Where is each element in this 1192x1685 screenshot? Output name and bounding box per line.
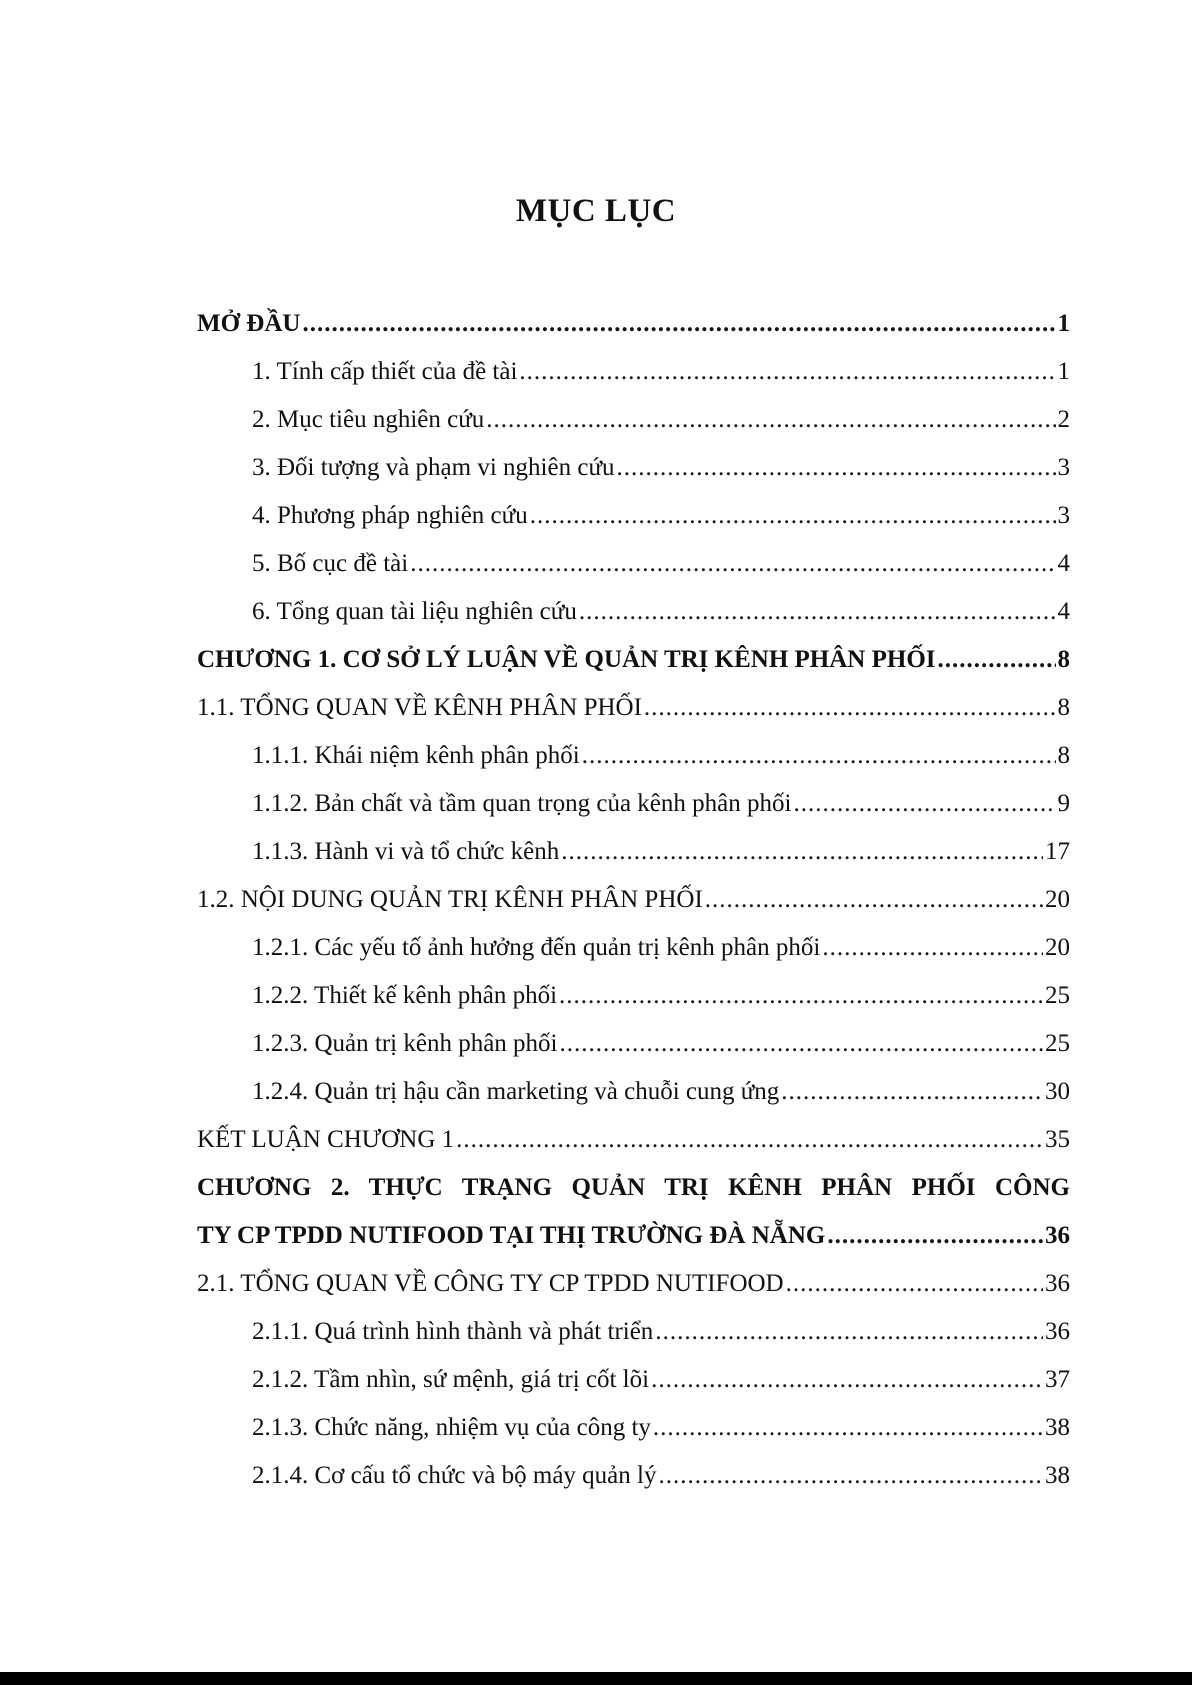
toc-entry-text: 1.2. NỘI DUNG QUẢN TRỊ KÊNH PHÂN PHỐI — [197, 886, 703, 913]
toc-entry-text: 4. Phương pháp nghiên cứu — [252, 502, 528, 529]
toc-page-number: 25 — [1045, 982, 1070, 1009]
toc-page-number: 37 — [1045, 1366, 1070, 1393]
toc-entry-text: 2. Mục tiêu nghiên cứu — [252, 406, 485, 433]
toc-entry[interactable] — [197, 1452, 1070, 1500]
toc-page-number: 4 — [1057, 550, 1070, 577]
toc-entry-chapter-1-conclusion[interactable] — [197, 1116, 1070, 1164]
toc-entry-text: 2.1.1. Quá trình hình thành và phát triển — [252, 1318, 654, 1345]
dot-leader — [530, 492, 1056, 540]
dot-leader — [786, 1260, 1043, 1308]
dot-leader — [302, 300, 1055, 348]
toc-entry[interactable] — [197, 1068, 1070, 1116]
toc-entry-text: 1.1. TỔNG QUAN VỀ KÊNH PHÂN PHỐI — [197, 694, 642, 721]
toc-page-number: 1 — [1057, 358, 1070, 385]
toc-page-number: 25 — [1045, 1030, 1070, 1057]
dot-leader — [653, 1404, 1043, 1452]
toc-page-number: 20 — [1045, 934, 1070, 961]
toc-entry[interactable] — [197, 1020, 1070, 1068]
toc-entry-section[interactable] — [197, 876, 1070, 924]
toc-entry-section[interactable] — [197, 684, 1070, 732]
toc-entry-chapter-1[interactable] — [197, 636, 1070, 684]
toc-entry-text: KẾT LUẬN CHƯƠNG 1 — [197, 1126, 455, 1153]
toc-entry-text: CHƯƠNG 1. CƠ SỞ LÝ LUẬN VỀ QUẢN TRỊ KÊNH PHÂN PHỐI — [197, 646, 936, 673]
dot-leader — [827, 1212, 1043, 1260]
toc-entry-text: 6. Tổng quan tài liệu nghiên cứu — [252, 598, 577, 625]
toc-page-number: 4 — [1057, 598, 1070, 625]
dot-leader — [781, 1068, 1043, 1116]
toc-page-number: 3 — [1057, 454, 1070, 481]
toc-page-number: 36 — [1045, 1318, 1070, 1345]
toc-entry[interactable] — [197, 588, 1070, 636]
toc-entry-text: 1.2.4. Quản trị hậu cần marketing và chuỗi cung ứng — [252, 1078, 780, 1105]
dot-leader — [793, 780, 1055, 828]
toc-page-number: 38 — [1045, 1414, 1070, 1441]
dot-leader — [456, 1116, 1043, 1164]
toc-entry-text: 3. Đối tượng và phạm vi nghiên cứu — [252, 454, 615, 481]
toc-page-number: 1 — [1057, 310, 1070, 337]
dot-leader — [559, 972, 1043, 1020]
toc-page-number: 2 — [1057, 406, 1070, 433]
dot-leader — [617, 444, 1056, 492]
dot-leader — [582, 732, 1056, 780]
toc-page-number: 8 — [1057, 646, 1070, 673]
toc-entry-text: 1.2.1. Các yếu tố ảnh hưởng đến quản trị kênh phân phối — [252, 934, 821, 961]
dot-leader — [705, 876, 1043, 924]
page-title: MỤC LỤC — [515, 193, 677, 229]
toc-entry[interactable] — [197, 540, 1070, 588]
toc-page-number: 36 — [1045, 1222, 1070, 1249]
toc-entry[interactable] — [197, 1404, 1070, 1452]
toc-page-number: 35 — [1045, 1126, 1070, 1153]
dot-leader — [486, 396, 1055, 444]
dot-leader — [519, 348, 1055, 396]
toc-entry-text: 2.1.3. Chức năng, nhiệm vụ của công ty — [252, 1414, 651, 1441]
toc-page-number: 9 — [1057, 790, 1070, 817]
toc-page-number: 36 — [1045, 1270, 1070, 1297]
toc-page-number: 17 — [1045, 838, 1070, 865]
toc-entry[interactable] — [197, 348, 1070, 396]
toc-entry-text: MỞ ĐẦU — [197, 310, 301, 337]
toc-entry[interactable] — [197, 1308, 1070, 1356]
page-bottom-edge — [0, 1672, 1192, 1685]
toc-entry-text: 1.2.2. Thiết kế kênh phân phối — [252, 982, 558, 1009]
toc-entry-text: 1.1.1. Khái niệm kênh phân phối — [252, 742, 580, 769]
toc-page-number: 20 — [1045, 886, 1070, 913]
toc-entry-chapter-2-line-1[interactable] — [197, 1164, 1070, 1212]
toc-page-number: 38 — [1045, 1462, 1070, 1489]
toc-entry[interactable] — [197, 444, 1070, 492]
dot-leader — [658, 1452, 1043, 1500]
dot-leader — [410, 540, 1055, 588]
dot-leader — [560, 1020, 1043, 1068]
toc-entry-text: 1.1.3. Hành vi và tổ chức kênh — [252, 838, 560, 865]
table-of-contents — [197, 300, 1070, 1500]
toc-entry-text: 1. Tính cấp thiết của đề tài — [252, 358, 518, 385]
toc-entry-section[interactable] — [197, 1260, 1070, 1308]
toc-page-number: 30 — [1045, 1078, 1070, 1105]
dot-leader — [651, 1356, 1043, 1404]
toc-entry-text: 1.2.3. Quản trị kênh phân phối — [252, 1030, 558, 1057]
toc-entry[interactable] — [197, 828, 1070, 876]
toc-entry-text: 5. Bố cục đề tài — [252, 550, 409, 577]
toc-entry-text: CHƯƠNG 2. THỰC TRẠNG QUẢN TRỊ KÊNH PHÂN PHỐI CÔNG — [197, 1174, 1070, 1201]
toc-entry-text: 2.1.4. Cơ cấu tổ chức và bộ máy quản lý — [252, 1462, 657, 1489]
toc-entry[interactable] — [197, 1356, 1070, 1404]
toc-entry-text: 2.1. TỔNG QUAN VỀ CÔNG TY CP TPDD NUTIFOOD — [197, 1270, 784, 1297]
toc-entry-text: TY CP TPDD NUTIFOOD TẠI THỊ TRƯỜNG ĐÀ NẴNG — [197, 1222, 826, 1249]
toc-entry[interactable] — [197, 924, 1070, 972]
toc-page-number: 8 — [1057, 742, 1070, 769]
toc-page-number: 8 — [1057, 694, 1070, 721]
toc-entry[interactable] — [197, 972, 1070, 1020]
toc-entry[interactable] — [197, 780, 1070, 828]
toc-entry-chapter-2-line-2[interactable] — [197, 1212, 1070, 1260]
toc-entry-text: 2.1.2. Tầm nhìn, sứ mệnh, giá trị cốt lõi — [252, 1366, 650, 1393]
toc-entry[interactable] — [197, 492, 1070, 540]
dot-leader — [938, 636, 1056, 684]
dot-leader — [561, 828, 1043, 876]
dot-leader — [655, 1308, 1043, 1356]
toc-entry[interactable] — [197, 732, 1070, 780]
dot-leader — [644, 684, 1056, 732]
dot-leader — [579, 588, 1056, 636]
toc-entry-mo-dau[interactable] — [197, 300, 1070, 348]
toc-entry-text: 1.1.2. Bản chất và tầm quan trọng của kênh phân phối — [252, 790, 792, 817]
toc-entry[interactable] — [197, 396, 1070, 444]
toc-page-number: 3 — [1057, 502, 1070, 529]
dot-leader — [822, 924, 1043, 972]
